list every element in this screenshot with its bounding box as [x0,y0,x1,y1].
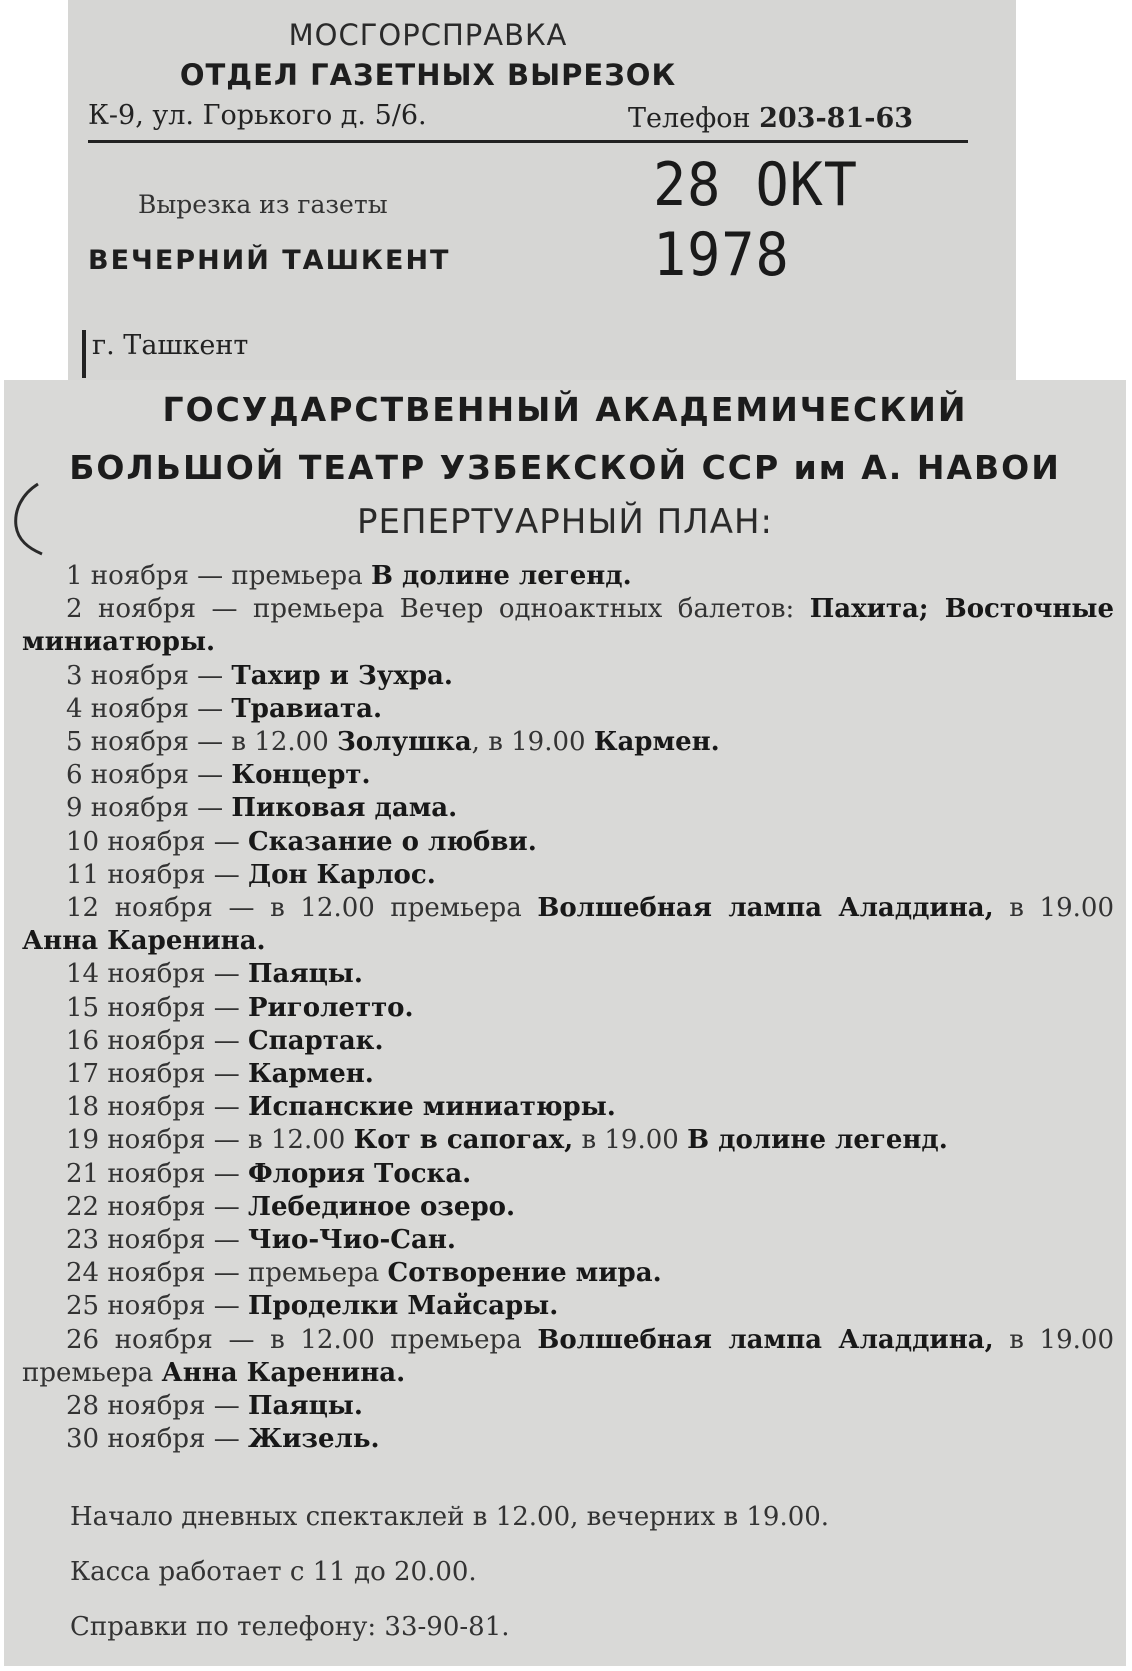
list-item: 3 ноября — Тахир и Зухра. [66,660,453,691]
cutting-from-label: Вырезка из газеты [138,190,388,219]
list-item: 14 ноября — Паяцы. [66,959,363,990]
repertoire-subheading: РЕПЕРТУАРНЫЙ ПЛАН: [356,502,773,542]
footer-box-office: Касса работает с 11 до 20.00. [70,1557,477,1587]
list-item: 21 ноября — Флория Тоска. [66,1158,472,1189]
list-item: 26 ноября — в 12.00 премьера Волшебная лампа Аладдина, в 19.00 премьера Анна Каренина. [22,1324,1114,1388]
phone-number: 203-81-63 [759,103,914,134]
phone-label: Телефон [628,103,751,134]
list-item: 5 ноября — в 12.00 Золушка, в 19.00 Кармен. [66,727,720,758]
theatre-heading-line1: ГОСУДАРСТВЕННЫЙ АКАДЕМИЧЕСКИЙ [162,390,968,429]
newspaper-clipping [4,380,1126,1666]
agency-phone [628,103,913,134]
date-stamp: 28 ОКТ 1978 [653,150,858,290]
newspaper-name: ВЕЧЕРНИЙ ТАШКЕНТ [88,245,451,276]
list-item: 19 ноября — в 12.00 Кот в сапогах, в 19.00 В долине легенд. [66,1125,948,1156]
repertoire-list [22,560,1114,1456]
city-label: г. Ташкент [82,330,248,378]
agency-address: К-9, ул. Горького д. 5/6. [88,100,427,131]
list-item: 2 ноября — премьера Вечер одноактных балетов: Пахита; Восточные миниатюры. [22,594,1114,658]
department-name: ОТДЕЛ ГАЗЕТНЫХ ВЫРЕЗОК [179,58,677,92]
list-item: 11 ноября — Дон Карлос. [66,859,436,890]
list-item: 25 ноября — Проделки Майсары. [66,1291,559,1322]
list-item: 1 ноября — премьера В долине легенд. [66,561,632,591]
list-item: 9 ноября — Пиковая дама. [66,793,458,824]
list-item: 18 ноября — Испанские миниатюры. [66,1092,616,1123]
theatre-heading-line2: БОЛЬШОЙ ТЕАТР УЗБЕКСКОЙ ССР им А. НАВОИ [69,448,1061,487]
list-item: 12 ноября — в 12.00 премьера Волшебная лампа Аладдина, в 19.00 Анна Каренина. [22,893,1114,957]
agency-name: МОСГОРСПРАВКА [288,18,568,52]
list-item: 28 ноября — Паяцы. [66,1391,363,1422]
agency-header-slip [68,0,1016,380]
footer-phone: Справки по телефону: 33-90-81. [70,1612,510,1642]
list-item: 17 ноября — Кармен. [66,1059,374,1090]
list-item: 30 ноября — Жизель. [66,1424,380,1455]
list-item: 23 ноября — Чио-Чио-Сан. [66,1225,456,1256]
list-item: 24 ноября — премьера Сотворение мира. [66,1258,662,1289]
list-item: 15 ноября — Риголетто. [66,992,414,1023]
list-item: 22 ноября — Лебединое озеро. [66,1191,516,1222]
list-item: 4 ноября — Травиата. [66,693,383,724]
address-row [88,100,968,143]
footer-show-times: Начало дневных спектаклей в 12.00, вечерних в 19.00. [70,1502,830,1532]
list-item: 6 ноября — Концерт. [66,760,371,791]
list-item: 10 ноября — Сказание о любви. [66,826,537,857]
list-item: 16 ноября — Спартак. [66,1025,384,1056]
